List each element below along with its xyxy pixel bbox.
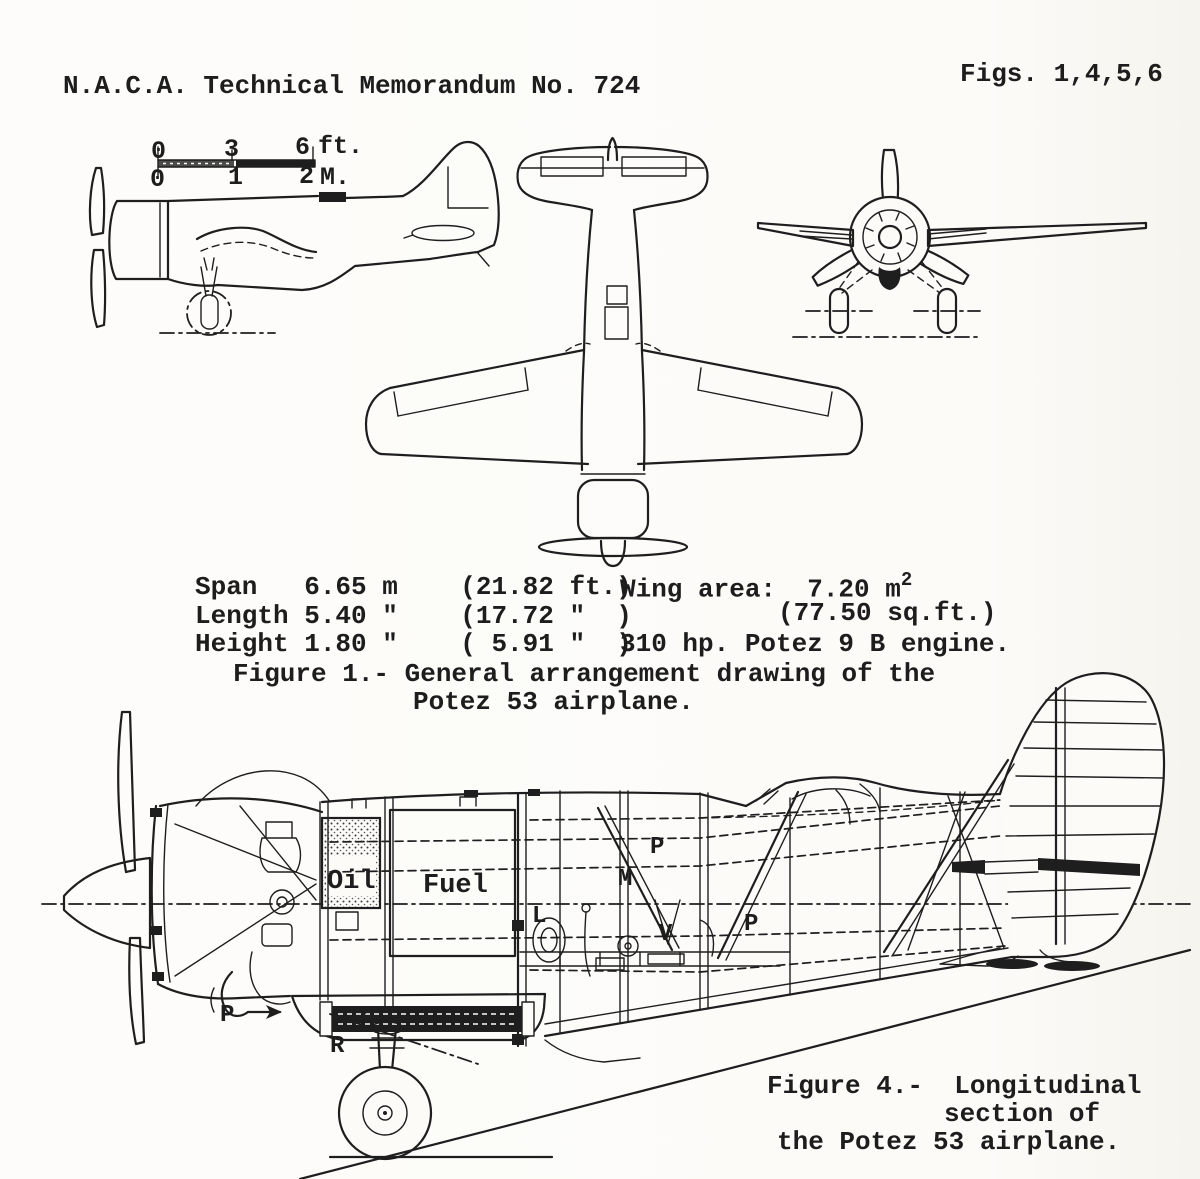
ground-line-taildown <box>300 950 1190 1179</box>
cockpit-opening <box>605 307 628 339</box>
elevator <box>412 226 474 241</box>
radiator-core <box>332 1006 522 1032</box>
keel-line <box>545 957 1012 1036</box>
wheel <box>201 295 218 329</box>
carburetor <box>260 822 301 872</box>
tail-fin <box>403 142 499 252</box>
spinner <box>64 858 150 948</box>
magneto <box>262 924 292 946</box>
header-figs: Figs. 1,4,5,6 <box>960 59 1163 89</box>
aileron <box>698 390 828 416</box>
label-p-arrow: P <box>220 1002 235 1029</box>
wing-area-text: Wing area: 7.20 m <box>620 574 901 605</box>
tail-fin <box>1000 673 1164 957</box>
figure1-front-view <box>758 150 1146 337</box>
engine-cowl <box>578 480 648 538</box>
spec-height: Height 1.80 " ( 5.91 " ) <box>195 629 632 659</box>
right-wing <box>928 223 1146 246</box>
headrest-fairing <box>319 192 346 202</box>
tail-skid <box>477 252 489 266</box>
figure4-caption-line1: Figure 4.- Longitudinal <box>767 1071 1142 1101</box>
fuselage <box>584 210 642 352</box>
spinner <box>601 541 625 566</box>
spinner <box>879 226 901 248</box>
spec-span: Span 6.65 m (21.82 ft.) <box>195 572 632 602</box>
aileron <box>398 390 528 416</box>
wing-area-exponent: 2 <box>900 569 913 591</box>
label-r-radiator: R <box>330 1033 345 1060</box>
figure4-caption-line2: section of <box>944 1099 1101 1129</box>
figure1-caption-line1: Figure 1.- General arrangement drawing of the <box>233 659 936 689</box>
scale-ft-0: 0 <box>151 137 167 166</box>
label-v: V <box>658 921 673 948</box>
scale-m-0: 0 <box>150 165 166 194</box>
scale-bar <box>150 132 363 194</box>
scale-ft-6: 6 <box>295 133 311 162</box>
label-p-right: P <box>744 911 759 938</box>
engine-cowl <box>109 201 168 279</box>
label-l: L <box>532 903 547 930</box>
wing-tip <box>838 388 862 454</box>
propeller-disc <box>539 538 687 556</box>
wing-tip <box>366 388 390 454</box>
wing-trailing-edge <box>390 350 838 388</box>
propeller-blade <box>90 168 104 235</box>
fuel-tank-label: Fuel <box>423 871 488 901</box>
cockpit-opening <box>607 286 627 304</box>
scale-ft-3: 3 <box>224 135 240 164</box>
figure1-caption-line2: Potez 53 airplane. <box>413 687 694 717</box>
spec-length: Length 5.40 " (17.72 " ) <box>195 601 632 631</box>
propeller-blade <box>118 712 135 872</box>
canopy <box>786 777 1000 795</box>
figure1-plan-view <box>366 138 862 566</box>
oil-tank-label: Oil <box>327 867 376 897</box>
spec-engine: 310 hp. Potez 9 B engine. <box>620 629 1011 659</box>
spec-wing-area-imperial: (77.50 sq.ft.) <box>778 598 997 628</box>
propeller-blade <box>91 250 105 327</box>
figure4-longitudinal-section <box>42 673 1190 1179</box>
propeller-blade <box>129 938 144 1044</box>
wing-fairing <box>197 228 316 252</box>
scale-ft-unit: ft. <box>318 132 364 161</box>
scale-m-2: 2 <box>299 162 315 191</box>
scale-m-1: 1 <box>228 163 244 192</box>
scale-m-unit: M. <box>320 163 351 192</box>
label-p-upper: P <box>650 834 665 861</box>
header-title: N.A.C.A. Technical Memorandum No. 724 <box>63 71 641 101</box>
label-m: M <box>618 866 633 893</box>
wing-leading-edge <box>381 454 847 464</box>
figure4-caption-line3: the Potez 53 airplane. <box>777 1127 1121 1157</box>
